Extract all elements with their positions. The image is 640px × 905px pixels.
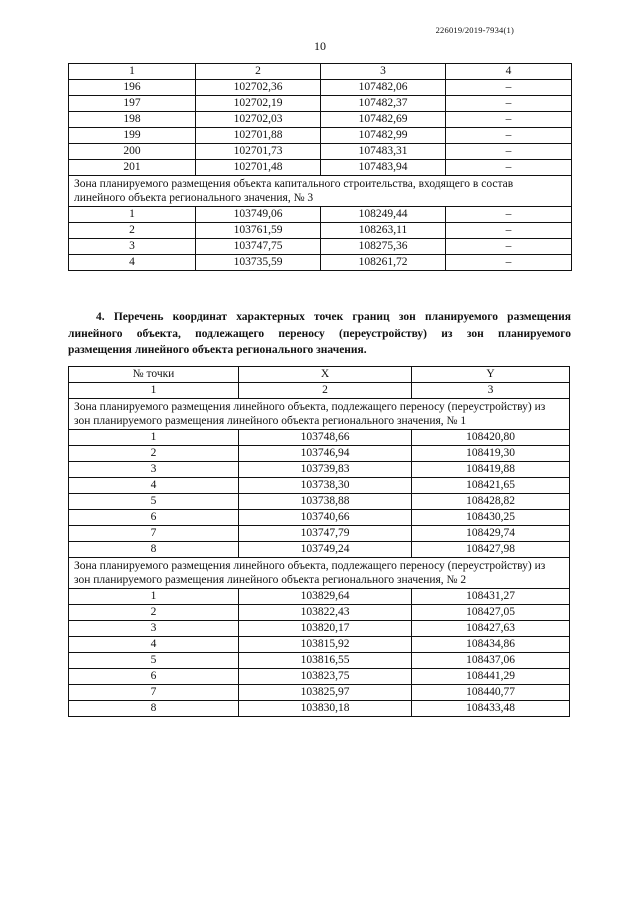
y-coordinate-cell: 107483,31 <box>321 144 446 160</box>
y-coordinate-cell: 108430,25 <box>412 510 570 526</box>
point-number-cell: 199 <box>69 128 196 144</box>
x-coordinate-cell: 103761,59 <box>196 223 321 239</box>
y-coordinate-cell: 108261,72 <box>321 255 446 271</box>
document-number: 226019/2019-7934(1) <box>435 25 514 35</box>
x-coordinate-cell: 103830,18 <box>239 701 412 717</box>
table-row <box>69 701 570 717</box>
note-cell: – <box>446 144 572 160</box>
x-coordinate-cell: 103748,66 <box>239 430 412 446</box>
x-header: X <box>239 367 412 383</box>
table-row <box>69 478 570 494</box>
point-number-header: № точки <box>69 367 239 383</box>
column-number-cell: 4 <box>446 64 572 80</box>
x-coordinate-cell: 103823,75 <box>239 669 412 685</box>
x-coordinate-cell: 102702,36 <box>196 80 321 96</box>
point-number-cell: 197 <box>69 96 196 112</box>
table-row <box>69 462 570 478</box>
note-cell: – <box>446 239 572 255</box>
x-coordinate-cell: 103749,06 <box>196 207 321 223</box>
point-number-cell: 6 <box>69 510 239 526</box>
table-row <box>69 494 570 510</box>
x-coordinate-cell: 103735,59 <box>196 255 321 271</box>
table-row <box>69 112 572 128</box>
y-coordinate-cell: 108249,44 <box>321 207 446 223</box>
column-number-cell: 3 <box>321 64 446 80</box>
y-coordinate-cell: 108420,80 <box>412 430 570 446</box>
x-coordinate-cell: 103816,55 <box>239 653 412 669</box>
y-coordinate-cell: 108427,05 <box>412 605 570 621</box>
table-row <box>69 144 572 160</box>
table-row <box>69 589 570 605</box>
table-row <box>69 160 572 176</box>
table-row <box>69 239 572 255</box>
table-row <box>69 96 572 112</box>
y-coordinate-cell: 108428,82 <box>412 494 570 510</box>
x-coordinate-cell: 102701,73 <box>196 144 321 160</box>
point-number-cell: 1 <box>69 589 239 605</box>
column-number-cell: 1 <box>69 383 239 399</box>
y-coordinate-cell: 108427,98 <box>412 542 570 558</box>
x-coordinate-cell: 102702,03 <box>196 112 321 128</box>
point-number-cell: 200 <box>69 144 196 160</box>
point-number-cell: 1 <box>69 207 196 223</box>
table-row <box>69 510 570 526</box>
x-coordinate-cell: 103829,64 <box>239 589 412 605</box>
point-number-cell: 7 <box>69 526 239 542</box>
note-cell: – <box>446 128 572 144</box>
table-row <box>69 621 570 637</box>
table-row <box>69 669 570 685</box>
point-number-cell: 5 <box>69 653 239 669</box>
point-number-cell: 5 <box>69 494 239 510</box>
y-coordinate-cell: 108419,30 <box>412 446 570 462</box>
table-row <box>69 685 570 701</box>
table-row <box>69 255 572 271</box>
zone-title-row <box>69 399 570 430</box>
y-coordinate-cell: 108431,27 <box>412 589 570 605</box>
section-4-heading <box>68 309 571 359</box>
y-coordinate-cell: 108434,86 <box>412 637 570 653</box>
column-number-cell: 1 <box>69 64 196 80</box>
y-coordinate-cell: 107482,06 <box>321 80 446 96</box>
x-coordinate-cell: 103739,83 <box>239 462 412 478</box>
coordinates-table-continued <box>68 63 572 271</box>
column-number-cell: 2 <box>239 383 412 399</box>
point-number-cell: 2 <box>69 605 239 621</box>
x-coordinate-cell: 103740,66 <box>239 510 412 526</box>
x-coordinate-cell: 103747,79 <box>239 526 412 542</box>
note-cell: – <box>446 223 572 239</box>
column-number-cell: 3 <box>412 383 570 399</box>
note-cell: – <box>446 96 572 112</box>
point-number-cell: 198 <box>69 112 196 128</box>
section-4-heading-line-1: 4. Перечень координат характерных точек границ зон планируемого размещения <box>96 311 571 323</box>
y-coordinate-cell: 108419,88 <box>412 462 570 478</box>
point-number-cell: 3 <box>69 621 239 637</box>
x-coordinate-cell: 103749,24 <box>239 542 412 558</box>
column-number-row <box>69 64 572 80</box>
y-coordinate-cell: 107482,37 <box>321 96 446 112</box>
point-number-cell: 1 <box>69 430 239 446</box>
zone-2-title: Зона планируемого размещения линейного объекта, подлежащего переносу (переустройству) из зон планируемого размещения линейного объекта регионального значения, № 2 <box>69 558 570 589</box>
y-coordinate-cell: 108437,06 <box>412 653 570 669</box>
table-row <box>69 80 572 96</box>
table-row <box>69 653 570 669</box>
table-row <box>69 128 572 144</box>
point-number-cell: 2 <box>69 446 239 462</box>
y-coordinate-cell: 108433,48 <box>412 701 570 717</box>
point-number-cell: 4 <box>69 255 196 271</box>
table-row <box>69 446 570 462</box>
relocation-zones-table <box>68 366 570 717</box>
point-number-cell: 4 <box>69 637 239 653</box>
x-coordinate-cell: 103746,94 <box>239 446 412 462</box>
note-cell: – <box>446 80 572 96</box>
x-coordinate-cell: 103820,17 <box>239 621 412 637</box>
x-coordinate-cell: 103825,97 <box>239 685 412 701</box>
y-coordinate-cell: 108427,63 <box>412 621 570 637</box>
point-number-cell: 3 <box>69 239 196 255</box>
table-row <box>69 430 570 446</box>
x-coordinate-cell: 102701,48 <box>196 160 321 176</box>
table-row <box>69 223 572 239</box>
x-coordinate-cell: 102702,19 <box>196 96 321 112</box>
zone-title-row <box>69 558 570 589</box>
y-header: Y <box>412 367 570 383</box>
header-row <box>69 367 570 383</box>
section-4-heading-line-3: размещения линейного объекта регионального значения. <box>68 344 367 356</box>
point-number-cell: 6 <box>69 669 239 685</box>
note-cell: – <box>446 207 572 223</box>
note-cell: – <box>446 160 572 176</box>
y-coordinate-cell: 108275,36 <box>321 239 446 255</box>
page-number: 10 <box>314 39 326 53</box>
column-number-cell: 2 <box>196 64 321 80</box>
zone-title-row <box>69 176 572 207</box>
x-coordinate-cell: 103822,43 <box>239 605 412 621</box>
point-number-cell: 8 <box>69 701 239 717</box>
y-coordinate-cell: 108263,11 <box>321 223 446 239</box>
y-coordinate-cell: 108421,65 <box>412 478 570 494</box>
point-number-cell: 201 <box>69 160 196 176</box>
x-coordinate-cell: 103738,30 <box>239 478 412 494</box>
x-coordinate-cell: 103738,88 <box>239 494 412 510</box>
x-coordinate-cell: 102701,88 <box>196 128 321 144</box>
table-row <box>69 637 570 653</box>
point-number-cell: 7 <box>69 685 239 701</box>
y-coordinate-cell: 107483,94 <box>321 160 446 176</box>
y-coordinate-cell: 108429,74 <box>412 526 570 542</box>
table-row <box>69 526 570 542</box>
x-coordinate-cell: 103747,75 <box>196 239 321 255</box>
table-row <box>69 542 570 558</box>
y-coordinate-cell: 108440,77 <box>412 685 570 701</box>
point-number-cell: 8 <box>69 542 239 558</box>
zone-3-title: Зона планируемого размещения объекта капитального строительства, входящего в состав линейного объекта регионального значения, № 3 <box>69 176 572 207</box>
zone-1-title: Зона планируемого размещения линейного объекта, подлежащего переносу (переустройству) из зон планируемого размещения линейного объекта регионального значения, № 1 <box>69 399 570 430</box>
note-cell: – <box>446 112 572 128</box>
point-number-cell: 3 <box>69 462 239 478</box>
point-number-cell: 4 <box>69 478 239 494</box>
note-cell: – <box>446 255 572 271</box>
y-coordinate-cell: 107482,69 <box>321 112 446 128</box>
point-number-cell: 2 <box>69 223 196 239</box>
point-number-cell: 196 <box>69 80 196 96</box>
table-row <box>69 605 570 621</box>
y-coordinate-cell: 108441,29 <box>412 669 570 685</box>
column-number-row <box>69 383 570 399</box>
x-coordinate-cell: 103815,92 <box>239 637 412 653</box>
y-coordinate-cell: 107482,99 <box>321 128 446 144</box>
section-4-heading-line-2: линейного объекта, подлежащего переносу (переустройству) из зон планируемого <box>68 327 571 340</box>
table-row <box>69 207 572 223</box>
